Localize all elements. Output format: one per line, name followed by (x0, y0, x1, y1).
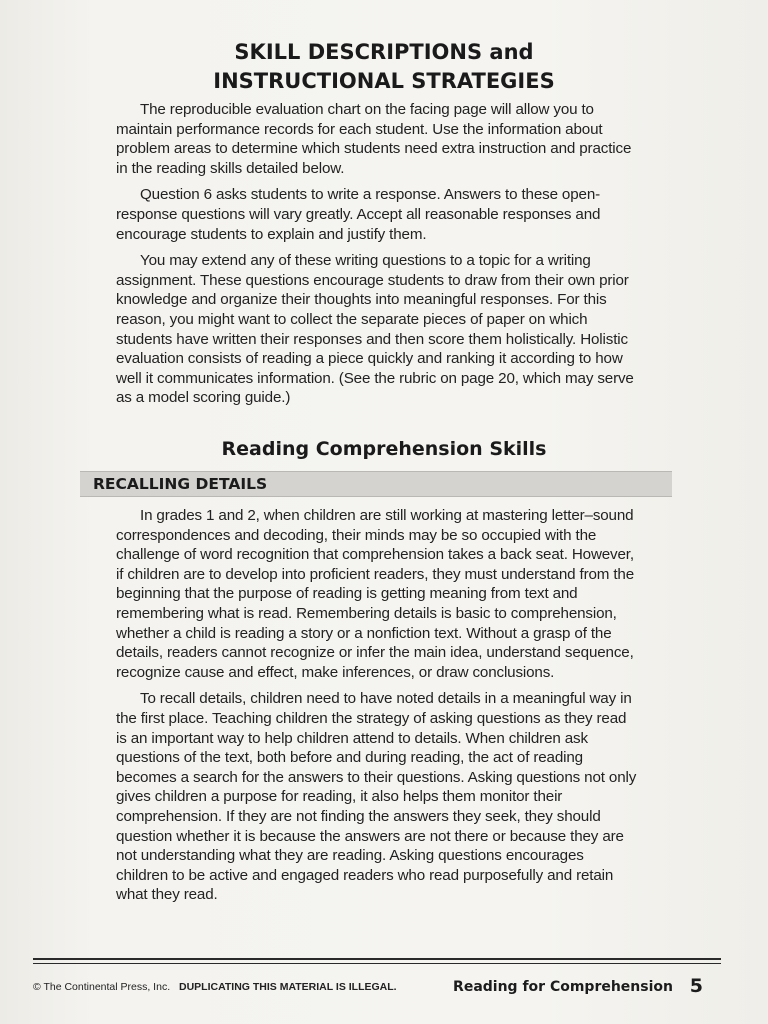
footer-rule (33, 963, 721, 964)
skill-heading-bar (80, 471, 672, 497)
copyright-notice: © The Continental Press, Inc. (33, 981, 171, 993)
intro-paragraph: You may extend any of these writing questions to a topic for a writing assignment. These questions encourage students to draw from their own prior knowledge and organize their thoughts into meaningful responses. For this reason, you might want to collect the separate pieces of paper on which students have written their responses and then score them holistically. Holistic evaluation consists of reading a piece quickly and ranking it according to how well it communicates information. (See the rubric on page 20, which may serve as a model scoring guide.) (116, 252, 634, 407)
page-number: 5 (689, 975, 703, 997)
page-title (0, 38, 768, 96)
footer-rule (33, 958, 721, 960)
section-heading: Reading Comprehension Skills (221, 438, 547, 460)
copy-warning: DUPLICATING THIS MATERIAL IS ILLEGAL. (179, 981, 397, 993)
page-title-line-2: INSTRUCTIONAL STRATEGIES (213, 69, 555, 93)
page-title-line-1: SKILL DESCRIPTIONS and (234, 40, 534, 64)
intro-paragraph: Question 6 asks students to write a response. Answers to these open-response questions will vary greatly. Accept all reasonable responses and encourage students to explain and justify them. (116, 186, 601, 243)
intro-section (116, 100, 638, 415)
page-footer (33, 975, 719, 999)
intro-paragraph: The reproducible evaluation chart on the facing page will allow you to maintain performance records for each student. Use the information about problem areas to determine which students need extra instruction and practice in the reading skills detailed below. (116, 101, 632, 177)
book-title: Reading for Comprehension (453, 979, 673, 995)
body-paragraph: In grades 1 and 2, when children are still working at mastering letter–sound correspondences and decoding, their minds may be so occupied with the challenge of word recognition that comprehension takes a back seat. However, if children are to develop into proficient readers, they must understand from the beginning that the purpose of reading is getting meaning from text and remembering what is read. Remembering details is basic to comprehension, whether a child is reading a story or a nonfiction text. Without a grasp of the details, readers cannot recognize or infer the main idea, understand sequence, recognize cause and effect, make inferences, or draw conclusions. (116, 507, 635, 681)
skill-heading-label: RECALLING DETAILS (93, 475, 268, 493)
skill-body (116, 506, 638, 912)
body-paragraph: To recall details, children need to have noted details in a meaningful way in the first place. Teaching children the strategy of asking questions as they read is an important way to help children attend to details. When children ask questions of the text, both before and during reading, the act of reading becomes a search for the answers to their questions. Asking questions not only gives children a purpose for reading, it also helps them monitor their comprehension. If they are not finding the answers they seek, they should question whether it is because the answers are not there or because they are not understanding what they are reading. Asking questions encourages children to be active and engaged readers who read purposefully and retain what they read. (116, 690, 637, 904)
